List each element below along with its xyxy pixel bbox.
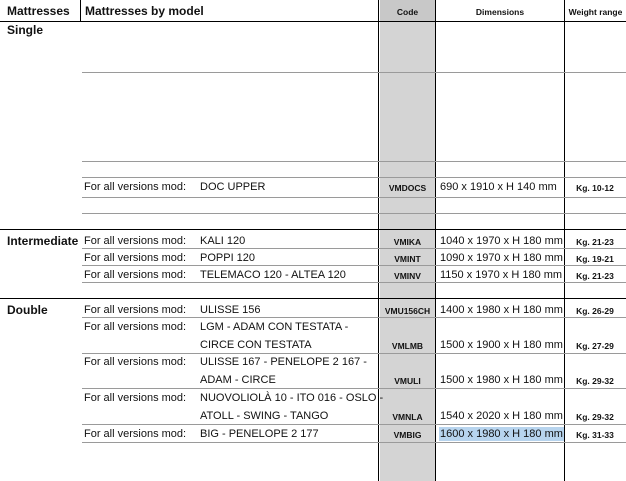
- header-mattresses: Mattresses: [7, 4, 70, 18]
- row-rule: [82, 248, 626, 249]
- section-intermediate: Intermediate: [7, 234, 79, 248]
- row-rule: [82, 442, 626, 443]
- row-rule: [82, 72, 626, 73]
- row-code: VMINV: [394, 271, 421, 281]
- row-weight: Kg. 19-21: [576, 254, 614, 264]
- row-model: TELEMACO 120 - ALTEA 120: [200, 269, 346, 281]
- header-weight: Weight range: [568, 7, 623, 17]
- row-dimensions: 1500 x 1980 x H 180 mm: [440, 374, 563, 386]
- row-model-line2: CIRCE CON TESTATA: [200, 339, 312, 351]
- section-rule: [0, 298, 626, 299]
- row-model: POPPI 120: [200, 252, 256, 264]
- row-rule: [82, 265, 626, 266]
- row-dimensions: 1040 x 1970 x H 180 mm: [440, 235, 563, 247]
- row-code: VMLMB: [391, 341, 424, 351]
- row-dimensions: 690 x 1910 x H 140 mm: [440, 181, 557, 193]
- row-weight: Kg. 21-23: [576, 237, 614, 247]
- row-prefix: For all versions mod:: [84, 428, 187, 440]
- row-code: VMBIG: [393, 430, 422, 440]
- row-rule: [82, 197, 626, 198]
- row-weight: Kg. 29-32: [576, 412, 614, 422]
- row-prefix: For all versions mod:: [84, 269, 187, 281]
- row-prefix: For all versions mod:: [84, 181, 187, 193]
- section-rule: [0, 229, 626, 230]
- row-prefix: For all versions mod:: [84, 304, 187, 316]
- row-model: LGM - ADAM CON TESTATA -: [200, 321, 349, 333]
- row-model: DOC UPPER: [200, 181, 266, 193]
- header-dimensions: Dimensions: [475, 7, 525, 17]
- row-rule: [82, 388, 626, 389]
- row-model: NUOVOLIOLÀ 10 - ITO 016 - OSLO -: [200, 392, 384, 404]
- row-model-line2: ADAM - CIRCE: [200, 374, 276, 386]
- row-code: VMU156CH: [384, 306, 431, 316]
- row-code: VMINT: [394, 254, 421, 264]
- row-weight: Kg. 10-12: [576, 183, 614, 193]
- row-rule: [82, 424, 626, 425]
- row-code: VMULI: [394, 376, 421, 386]
- header-code: Code: [396, 7, 419, 17]
- row-code: VMIKA: [393, 237, 422, 247]
- row-model-line2: ATOLL - SWING - TANGO: [200, 410, 329, 422]
- row-weight: Kg. 27-29: [576, 341, 614, 351]
- row-prefix: For all versions mod:: [84, 252, 187, 264]
- section-single: Single: [7, 23, 44, 37]
- row-dimensions-selected[interactable]: 1600 x 1980 x H 180 mm: [440, 428, 563, 440]
- row-dimensions: 1540 x 2020 x H 180 mm: [440, 410, 563, 422]
- row-prefix: For all versions mod:: [84, 356, 187, 368]
- row-prefix: For all versions mod:: [84, 321, 187, 333]
- header-rule: [0, 21, 626, 22]
- divider: [80, 0, 81, 21]
- row-weight: Kg. 26-29: [576, 306, 614, 316]
- row-rule: [82, 177, 626, 178]
- row-model: BIG - PENELOPE 2 177: [200, 428, 319, 440]
- row-code: VMDOCS: [388, 183, 427, 193]
- row-weight: Kg. 31-33: [576, 430, 614, 440]
- row-dimensions: 1090 x 1970 x H 180 mm: [440, 252, 563, 264]
- row-code: VMNLA: [392, 412, 423, 422]
- row-prefix: For all versions mod:: [84, 392, 187, 404]
- row-rule: [82, 282, 626, 283]
- header-by-model: Mattresses by model: [85, 4, 204, 18]
- row-weight: Kg. 21-23: [576, 271, 614, 281]
- row-weight: Kg. 29-32: [576, 376, 614, 386]
- row-dimensions: 1500 x 1900 x H 180 mm: [440, 339, 563, 351]
- row-prefix: For all versions mod:: [84, 235, 187, 247]
- row-rule: [82, 161, 626, 162]
- row-model: ULISSE 156: [200, 304, 261, 316]
- section-double: Double: [7, 303, 48, 317]
- row-dimensions: 1400 x 1980 x H 180 mm: [440, 304, 563, 316]
- row-rule: [82, 353, 626, 354]
- row-rule: [82, 317, 626, 318]
- row-model: ULISSE 167 - PENELOPE 2 167 -: [200, 356, 367, 368]
- row-dimensions: 1150 x 1970 x H 180 mm: [440, 269, 563, 281]
- row-model: KALI 120: [200, 235, 246, 247]
- row-rule: [82, 213, 626, 214]
